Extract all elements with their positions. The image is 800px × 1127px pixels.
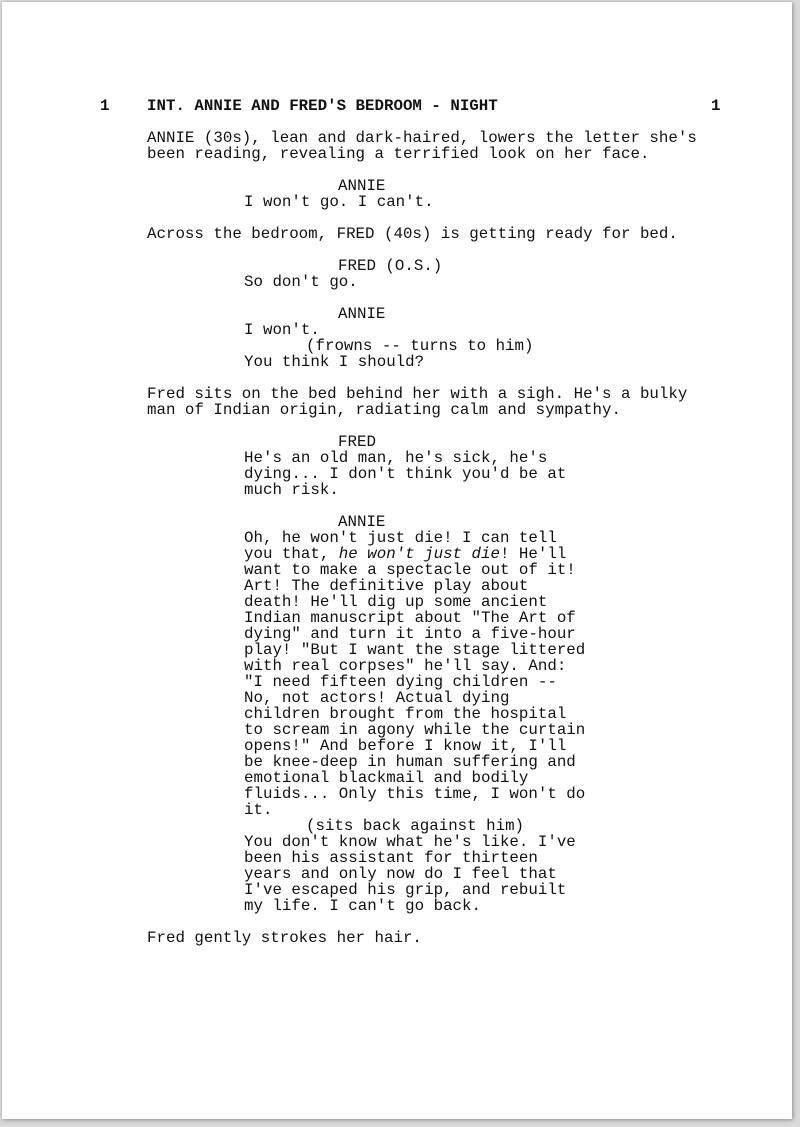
character-cue: ANNIE (338, 305, 386, 323)
dialogue-line: You don't know what he's like. I've (244, 833, 576, 851)
dialogue-line: "I need fifteen dying children -- (244, 673, 557, 691)
dialogue-line: death! He'll dig up some ancient (244, 593, 548, 611)
character-cue: FRED (O.S.) (338, 257, 443, 275)
dialogue-fragment: ! He'll (499, 545, 567, 563)
action-line: man of Indian origin, radiating calm and sympathy. (147, 401, 621, 419)
action-line: Fred sits on the bed behind her with a sigh. He's a bulky (147, 385, 688, 403)
dialogue-line: to scream in agony while the curtain (244, 721, 586, 739)
dialogue-line: children brought from the hospital (244, 705, 567, 723)
scene-heading: INT. ANNIE AND FRED'S BEDROOM - NIGHT (147, 97, 498, 115)
scene-number-right: 1 (711, 97, 721, 115)
dialogue-line: He's an old man, he's sick, he's (244, 449, 548, 467)
dialogue-line: I won't go. I can't. (244, 193, 434, 211)
parenthetical: (sits back against him) (306, 817, 525, 835)
character-cue: ANNIE (338, 177, 386, 195)
dialogue-line: opens!" And before I know it, I'll (244, 737, 567, 755)
action-line: Fred gently strokes her hair. (147, 929, 422, 947)
dialogue-line: I've escaped his grip, and rebuilt (244, 881, 567, 899)
dialogue-line: Oh, he won't just die! I can tell (244, 529, 557, 547)
scene-number-left: 1 (100, 97, 110, 115)
dialogue-line: So don't go. (244, 273, 358, 291)
dialogue-line: emotional blackmail and bodily (244, 769, 529, 787)
dialogue-line: fluids... Only this time, I won't do (244, 785, 586, 803)
character-cue: FRED (338, 433, 376, 451)
dialogue-line (244, 546, 566, 562)
script-page (2, 2, 792, 1119)
dialogue-fragment: you that, (244, 545, 339, 563)
dialogue-line: I won't. (244, 321, 320, 339)
dialogue-line: dying... I don't think you'd be at (244, 465, 567, 483)
dialogue-line: Indian manuscript about "The Art of (244, 609, 576, 627)
dialogue-line: play! "But I want the stage littered (244, 641, 586, 659)
dialogue-line: it. (244, 801, 273, 819)
dialogue-emphasis: he won't just die (338, 545, 500, 563)
dialogue-line: want to make a spectacle out of it! (244, 561, 576, 579)
dialogue-line: with real corpses" he'll say. And: (244, 657, 567, 675)
character-cue: ANNIE (338, 513, 386, 531)
parenthetical: (frowns -- turns to him) (306, 337, 534, 355)
dialogue-line: years and only now do I feel that (244, 865, 557, 883)
dialogue-line: much risk. (244, 481, 339, 499)
dialogue-line: dying" and turn it into a five-hour (244, 625, 576, 643)
dialogue-line: Art! The definitive play about (244, 577, 529, 595)
dialogue-line: be knee-deep in human suffering and (244, 753, 576, 771)
action-line: been reading, revealing a terrified look on her face. (147, 145, 650, 163)
action-line: ANNIE (30s), lean and dark-haired, lowers the letter she's (147, 129, 697, 147)
dialogue-line: You think I should? (244, 353, 425, 371)
dialogue-line: been his assistant for thirteen (244, 849, 538, 867)
dialogue-line: my life. I can't go back. (244, 897, 481, 915)
dialogue-line: No, not actors! Actual dying (244, 689, 510, 707)
action-line: Across the bedroom, FRED (40s) is getting ready for bed. (147, 225, 678, 243)
